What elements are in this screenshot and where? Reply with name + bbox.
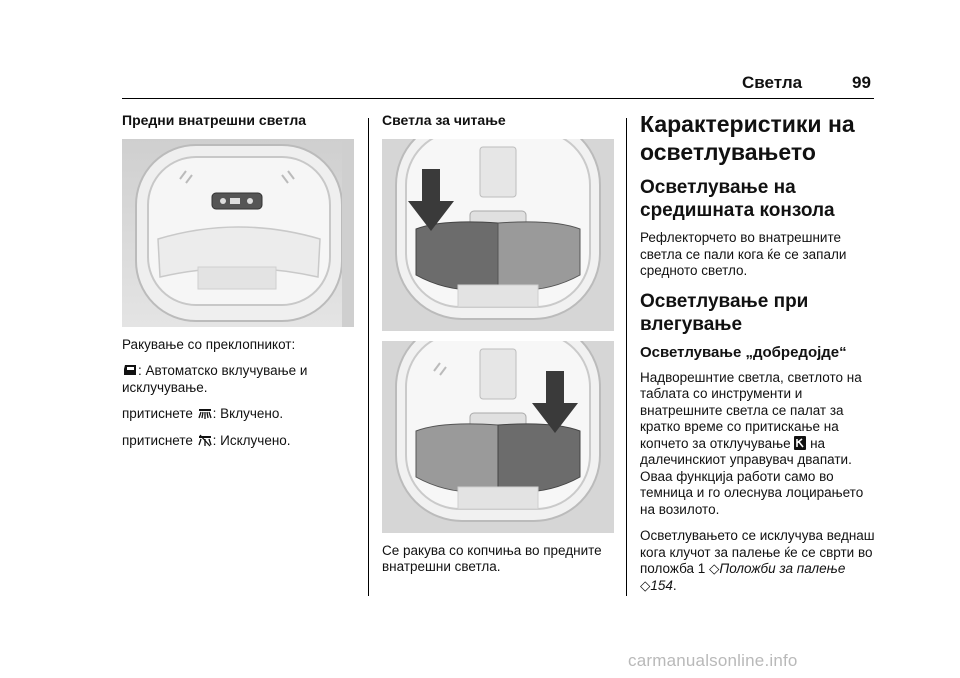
header-rule bbox=[122, 98, 874, 99]
ignition-ref-link[interactable]: Положби за палење bbox=[719, 561, 846, 576]
welcome-lighting-heading: Осветлување „добредојде“ bbox=[640, 343, 847, 361]
dome-light-on-icon bbox=[197, 407, 213, 420]
middle-column bbox=[382, 112, 618, 586]
para2-text-a: Осветлувањето се исклучува веднаш кога клучот за палење ќе се сврти во положба 1 bbox=[640, 528, 875, 576]
page-number: 99 bbox=[852, 73, 871, 92]
left-item-on-prefix: притиснете bbox=[122, 406, 197, 421]
unlock-icon bbox=[794, 436, 806, 450]
left-item-on-text: : Вклучено. bbox=[212, 406, 284, 421]
console-lighting-text: Рефлекторчето во внатрешните светла се пали кога ќе се запали средното светло. bbox=[640, 230, 847, 278]
para1-text-a: Надворешнтие светла, светлото на таблата со инструменти и внатрешните светла се палат за кратко време со притискање на копчето за отклучување bbox=[640, 369, 862, 451]
header-title: Светла bbox=[742, 73, 803, 92]
left-column bbox=[122, 112, 358, 459]
left-item-auto bbox=[122, 363, 358, 396]
welcome-lighting-para-2 bbox=[640, 528, 876, 594]
left-item-off bbox=[122, 433, 358, 450]
section-title: Карактеристики на осветлувањето bbox=[640, 111, 855, 165]
ref-arrow-icon-2: ◇ bbox=[640, 577, 651, 593]
dome-light-off-icon bbox=[197, 434, 213, 447]
middle-heading: Светла за читање bbox=[382, 112, 506, 128]
column-divider-1 bbox=[368, 118, 369, 596]
para1-text-b: на далечинскиот управувач двапати. Оваа функција работи само во темница и го олеснува лоцирањето на возилото. bbox=[640, 435, 864, 517]
ignition-ref-page[interactable]: 154 bbox=[650, 577, 673, 593]
reading-light-figure-right bbox=[382, 341, 614, 533]
left-heading: Предни внатрешни светла bbox=[122, 112, 307, 128]
welcome-lighting-para-1 bbox=[640, 370, 876, 519]
ref-arrow-icon: ◇ bbox=[709, 561, 720, 576]
middle-caption: Се ракува со копчиња во предните внатрешни светла. bbox=[382, 542, 602, 574]
left-item-off-prefix: притиснете bbox=[122, 432, 197, 448]
front-interior-light-figure bbox=[122, 139, 354, 327]
left-caption: Ракување со преклопникот: bbox=[122, 336, 296, 352]
column-divider-2 bbox=[626, 118, 627, 596]
left-item-off-text: : Исклучено. bbox=[212, 432, 291, 448]
right-column bbox=[640, 110, 876, 604]
reading-light-figure-left bbox=[382, 139, 614, 331]
entry-lighting-heading: Осветлување при влегување bbox=[640, 290, 809, 335]
left-item-on bbox=[122, 406, 358, 423]
watermark: carmanualsonline.info bbox=[628, 651, 798, 670]
left-item-auto-text: : Автоматско вклучување и исклучување. bbox=[122, 363, 308, 395]
door-auto-icon bbox=[122, 363, 138, 377]
console-lighting-heading: Осветлување на средишната конзола bbox=[640, 177, 835, 221]
para2-end: . bbox=[672, 577, 677, 593]
